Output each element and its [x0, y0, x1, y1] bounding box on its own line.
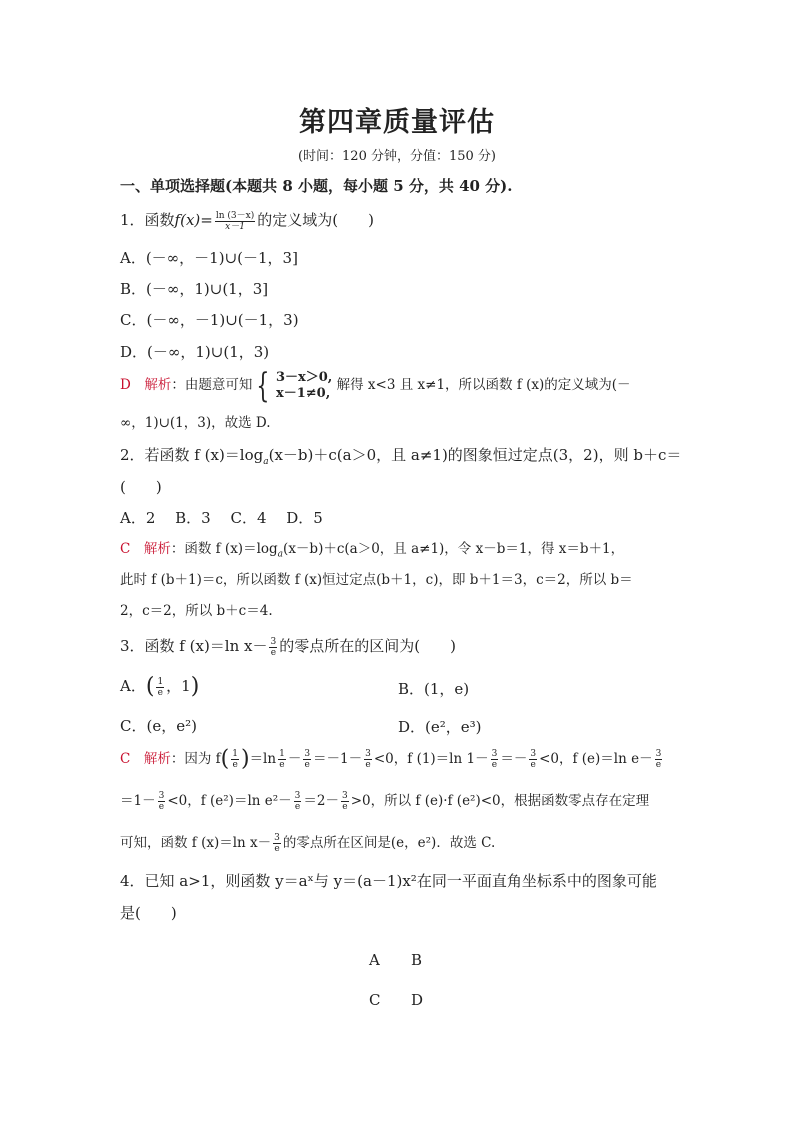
q2-solution-line1: C 解析：函数 f $(x)=\log_a(x-b)+c(a>0$，且 a≠1)，令 x－b＝1，得 x＝b＋1， [120, 541, 625, 560]
q1-answer: D [120, 377, 131, 393]
q1-solution-line2: ∞，1)∪(1，3)，故选 D. [120, 415, 271, 431]
q3-answer: C [120, 751, 131, 767]
q3-option-a: A．( $\frac{1}{e}$ ，1) [120, 674, 200, 699]
q2-answer: C [120, 541, 131, 557]
q3-option-d: D．(e²，e³) [398, 718, 482, 736]
q4-stem-line1: 4．已知 a>1，则函数 y＝aˣ与 y＝(a－1)x²在同一平面直角坐标系中的图象可能 [120, 872, 657, 890]
section-heading: 一、单项选择题(本题共 8 小题，每小题 5 分，共 40 分). [120, 177, 513, 195]
q4-figure-label-d: D [411, 991, 424, 1009]
q4-stem-line2: 是( ) [120, 904, 177, 922]
q4-figure-label-b: B [411, 951, 423, 969]
q2-stem-line2: ( ) [120, 478, 162, 496]
q1-system: 3－x＞0, x－1≠0, [275, 369, 333, 401]
q2-solution-line2: 此时 f (b＋1)＝c，所以函数 f (x)恒过定点(b＋1，c)，即 b＋1＝3，c＝2，所以 b＝ [120, 572, 633, 588]
q3-jiexi-label: 解析 [143, 751, 171, 767]
q3-option-b: B．(1，e) [398, 680, 470, 698]
q2-jiexi-label: 解析 [143, 541, 171, 557]
q1-fraction: $\frac{\ln (3-x)}{x-1}$ [215, 210, 255, 232]
q3-solution-line2: ＝1－ $\frac{3}{e}$ <0，f (e²)＝ln e²－ $\frac{3}{e}$ ＝2－ $\frac{3}{e}$ >0，所以 f (e)·f (e²)<0，根据函数零点存在定理 [120, 791, 650, 812]
q2-options: A．2 B．3 C．4 D．5 [120, 509, 323, 527]
q1-option-c: C．(－∞，－1)∪(－1，3) [120, 311, 299, 329]
q1-solution-line1: D 解析：由题意可知 { 3－x＞0, x－1≠0, 解得 x<3 且 x≠1，所以函数 f (x)的定义域为(－ [120, 365, 631, 406]
q3-option-c: C．(e，e²) [120, 717, 197, 735]
q1-option-a: A．(－∞，－1)∪(－1，3] [120, 249, 298, 267]
page-title: 第四章质量评估 [299, 107, 495, 138]
q1-option-d: D．(－∞，1)∪(1，3) [120, 343, 270, 361]
page-subtitle: (时间：120 分钟，分值：150 分) [297, 149, 497, 164]
q4-figure-label-c: C [369, 991, 381, 1009]
q3-solution-line3: 可知，函数 f (x)＝ln x－ $\frac{3}{e}$ 的零点所在区间是(e，e²)．故选 C. [120, 833, 496, 854]
q1-stem: 1．函数f(x)= $\frac{\ln (3-x)}{x-1}$ 的定义域为( ) [120, 210, 374, 232]
q2-solution-line3: 2，c＝2，所以 b＋c＝4. [120, 603, 273, 619]
q3-solution-line1: C 解析：因为 f( $\frac{1}{e}$ )＝ln $\frac{1}{e}$ － $\frac{3}{e}$ ＝－1－ $\frac{3}{e}$ <0，f (1)＝ln 1－ $\frac{3}{e}$ ＝－ $\frac{3}{e}$ <0，f (e)＝ln e－ $\frac{3}{e}$ [120, 746, 662, 772]
q1-option-b: B．(－∞，1)∪(1，3] [120, 280, 269, 298]
q2-stem-line1: 2．若函数 f $(x)=\log_a(x-b)+c(a>0$，且 a≠1)的图象恒过定点(3，2)，则 b＋c＝ [120, 446, 682, 467]
q4-figure-label-a: A [369, 951, 380, 969]
q1-jiexi-label: 解析 [144, 377, 172, 393]
q3-stem: 3．函数 f (x)＝ln x－ $\frac{3}{e}$ 的零点所在的区间为( ) [120, 636, 456, 658]
